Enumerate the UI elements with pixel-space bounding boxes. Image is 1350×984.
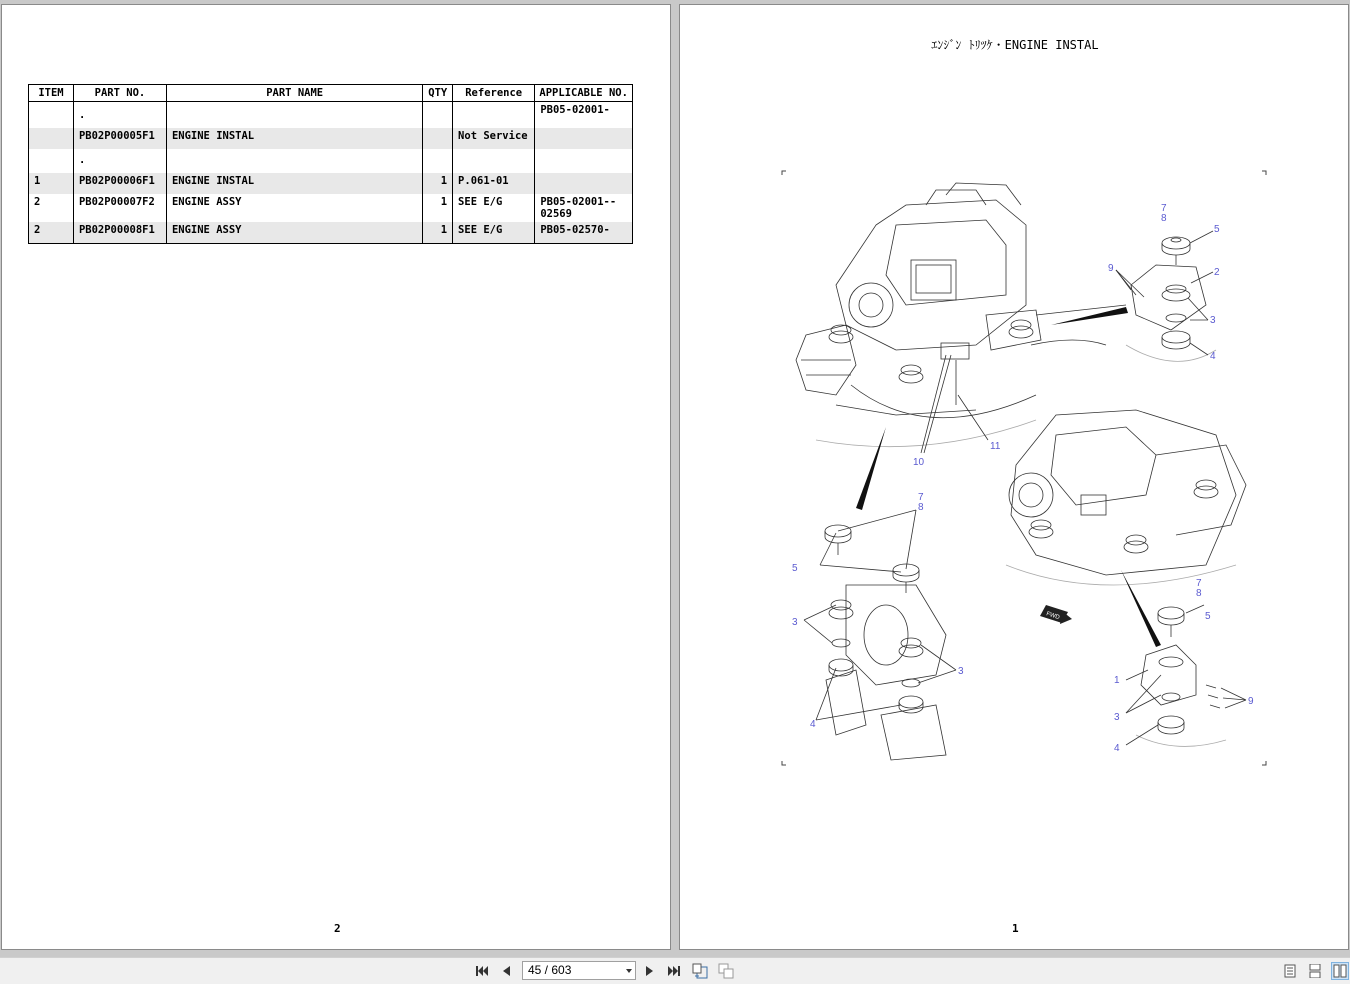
- rotate-button[interactable]: [692, 963, 708, 979]
- callout-5c: 5: [1205, 611, 1211, 622]
- engine-bottom-right-illustration: [1006, 410, 1246, 585]
- page-left: [1, 4, 671, 950]
- col-part-name: PART NAME: [166, 85, 422, 102]
- cell-part-no: PB02P00007F2: [73, 194, 166, 222]
- engine-top-left-illustration: [796, 183, 1126, 447]
- callout-7c: 7: [1196, 578, 1202, 589]
- continuous-icon: [1308, 964, 1322, 978]
- cell-applicable-line1: PB05-02001--: [540, 196, 617, 208]
- last-page-button[interactable]: [666, 963, 682, 979]
- next-page-icon: [645, 965, 655, 977]
- two-page-mode-button[interactable]: [1331, 962, 1349, 980]
- callout-7: 7: [1161, 203, 1167, 214]
- page-right: [679, 4, 1349, 950]
- callout-3b: 3: [792, 617, 798, 628]
- next-page-button[interactable]: [642, 963, 658, 979]
- cell-reference: [453, 149, 535, 173]
- fit-icon: [718, 963, 734, 979]
- fit-page-button[interactable]: [718, 963, 734, 979]
- cell-qty: [423, 102, 453, 129]
- cell-part-name: ENGINE INSTAL: [166, 128, 422, 149]
- table-row: [29, 128, 633, 149]
- pointer-arrow-3: [1121, 570, 1161, 647]
- cell-applicable: PB05-02001-: [535, 102, 633, 129]
- page-number-select[interactable]: [522, 961, 636, 980]
- single-page-mode-button[interactable]: [1282, 963, 1298, 979]
- cell-applicable: [535, 149, 633, 173]
- page-title: ｴﾝｼﾞﾝ ﾄﾘﾂｹ・ENGINE INSTAL: [931, 38, 1099, 52]
- cell-reference: SEE E/G: [453, 222, 535, 244]
- cell-part-no: PB02P00008F1: [73, 222, 166, 244]
- page-number-left: 2: [334, 922, 341, 935]
- cell-part-no: PB02P00005F1: [73, 128, 166, 149]
- cell-qty: [423, 149, 453, 173]
- table-row: [29, 149, 633, 173]
- cell-reference: [453, 102, 535, 129]
- cell-part-name: ENGINE INSTAL: [166, 173, 422, 194]
- col-reference: Reference: [453, 85, 535, 102]
- table-row: [29, 194, 633, 222]
- navigation-toolbar: [0, 957, 1350, 984]
- callout-10: 10: [913, 457, 925, 468]
- cell-applicable: [535, 128, 633, 149]
- first-page-button[interactable]: [474, 963, 490, 979]
- callout-9b: 9: [1248, 696, 1254, 707]
- table-row: [29, 102, 633, 129]
- cell-item: [29, 128, 74, 149]
- cell-applicable: [535, 173, 633, 194]
- cell-applicable-line2: 02569: [540, 208, 572, 220]
- cell-reference: P.061-01: [453, 173, 535, 194]
- cell-part-name: [166, 149, 422, 173]
- callout-3c: 3: [958, 666, 964, 677]
- cell-part-no: .: [73, 149, 166, 173]
- callout-7b: 7: [918, 492, 924, 503]
- cell-item: 1: [29, 173, 74, 194]
- dropdown-caret-icon: [626, 969, 632, 973]
- table-header-row: [29, 85, 633, 102]
- rotate-icon: [692, 963, 708, 979]
- callout-9: 9: [1108, 263, 1114, 274]
- last-page-icon: [667, 965, 681, 977]
- callout-8b: 8: [918, 502, 924, 513]
- detail-bottom-right: [1126, 605, 1246, 746]
- parts-table: [28, 84, 633, 244]
- col-applicable: APPLICABLE NO.: [535, 85, 633, 102]
- cell-part-name: [166, 102, 422, 129]
- cell-item: 2: [29, 222, 74, 244]
- single-page-icon: [1284, 964, 1296, 978]
- callout-2: 2: [1214, 267, 1220, 278]
- fwd-label: FWD: [1045, 611, 1061, 622]
- two-page-icon: [1333, 964, 1347, 978]
- col-item: ITEM: [29, 85, 74, 102]
- first-page-icon: [475, 965, 489, 977]
- callout-4: 4: [1210, 351, 1216, 362]
- cell-reference: SEE E/G: [453, 194, 535, 222]
- callout-3: 3: [1210, 315, 1216, 326]
- page-number-right: 1: [1012, 922, 1019, 935]
- cell-qty: 1: [423, 173, 453, 194]
- pointer-arrow-2: [1051, 307, 1128, 325]
- page-indicator: 45 / 603: [528, 963, 572, 977]
- col-part-no: PART NO.: [73, 85, 166, 102]
- cell-applicable: [535, 194, 633, 222]
- fwd-arrow: [1040, 605, 1072, 624]
- cell-applicable: PB05-02570-: [535, 222, 633, 244]
- cell-item: [29, 102, 74, 129]
- callout-4c: 4: [1114, 743, 1120, 754]
- callout-8c: 8: [1196, 588, 1202, 599]
- continuous-mode-button[interactable]: [1307, 963, 1323, 979]
- col-qty: QTY: [423, 85, 453, 102]
- callout-11: 11: [990, 441, 1001, 452]
- cell-item: 2: [29, 194, 74, 222]
- crop-marks: [782, 171, 1266, 765]
- prev-page-button[interactable]: [498, 963, 514, 979]
- cell-qty: 1: [423, 194, 453, 222]
- table-row: [29, 222, 633, 244]
- cell-qty: [423, 128, 453, 149]
- callout-5: 5: [1214, 224, 1220, 235]
- table-row: [29, 173, 633, 194]
- callout-5b: 5: [792, 563, 798, 574]
- detail-top-right: [1116, 231, 1216, 361]
- callout-1: 1: [1114, 675, 1120, 686]
- engine-install-diagram: [776, 165, 1276, 775]
- callout-8: 8: [1161, 213, 1167, 224]
- cell-reference: Not Service: [453, 128, 535, 149]
- cell-part-name: ENGINE ASSY: [166, 194, 422, 222]
- cell-part-no: .: [73, 102, 166, 129]
- cell-part-no: PB02P00006F1: [73, 173, 166, 194]
- cell-part-name: ENGINE ASSY: [166, 222, 422, 244]
- prev-page-icon: [501, 965, 511, 977]
- leader-lines-top-left: [921, 355, 988, 453]
- callout-3d: 3: [1114, 712, 1120, 723]
- cell-item: [29, 149, 74, 173]
- pointer-arrow-1: [856, 427, 886, 510]
- cell-qty: 1: [423, 222, 453, 244]
- callout-4b: 4: [810, 719, 816, 730]
- detail-bottom-left: [804, 510, 956, 760]
